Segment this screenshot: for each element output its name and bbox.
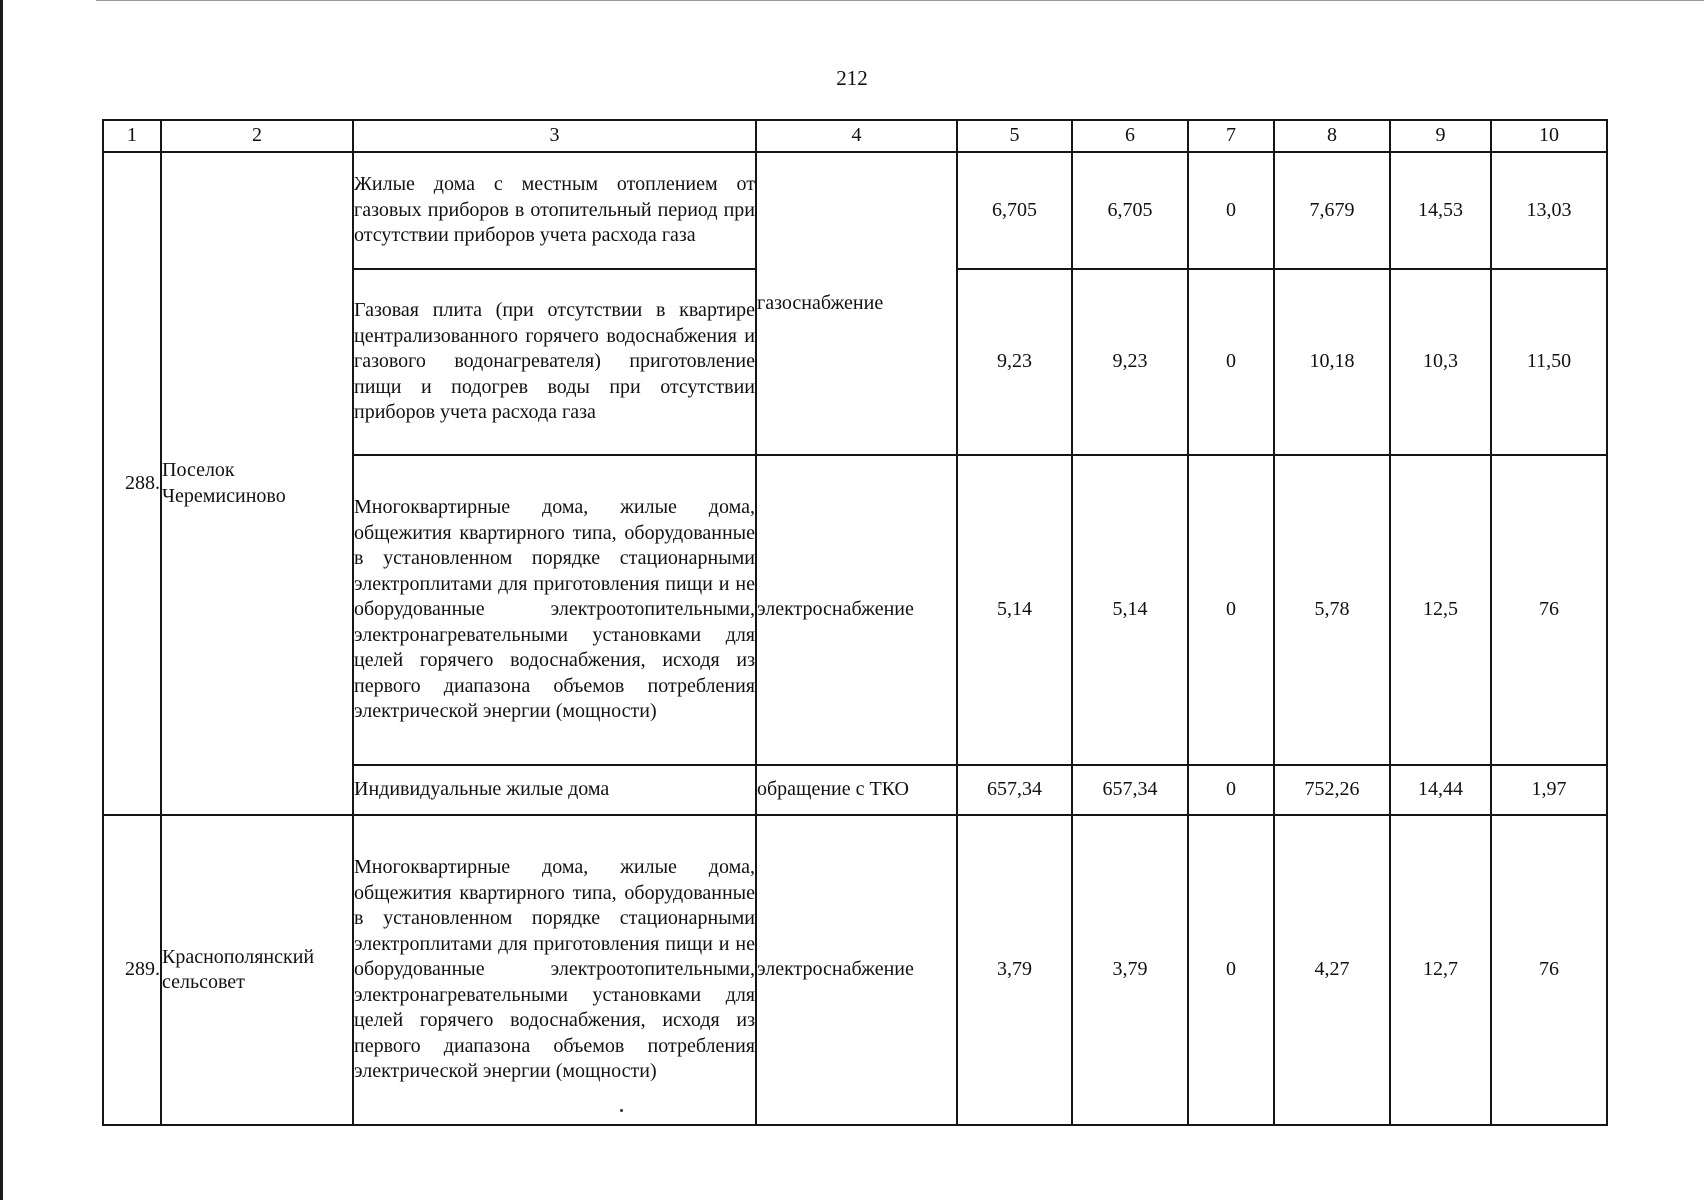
value-col-10: 76 (1491, 455, 1607, 765)
housing-description (353, 815, 756, 1125)
housing-description (353, 269, 756, 455)
housing-description (353, 455, 756, 765)
value-col-10: 1,97 (1491, 765, 1607, 815)
value-col-9: 12,5 (1390, 455, 1491, 765)
value-col-7: 0 (1188, 455, 1274, 765)
row-number: 289. (103, 815, 161, 1125)
utility-type: газоснабжение (756, 152, 957, 455)
column-header-8: 8 (1274, 120, 1390, 152)
housing-description-text: Газовая плита (при отсутствии в квартире централизованного горячего водоснабжения и газового водонагревателя) приготовление пищи и подогрев воды при отсутствии приборов учета расхода газа (354, 299, 755, 424)
table-row (103, 152, 1607, 269)
value-col-10: 13,03 (1491, 152, 1607, 269)
utility-type: обращение с ТКО (756, 765, 957, 815)
value-col-9: 10,3 (1390, 269, 1491, 455)
housing-description-text: Жилые дома с местным отоплением от газовых приборов в отопительный период при отсутствии приборов учета расхода газа (354, 173, 755, 247)
housing-description (353, 152, 756, 269)
column-header-9: 9 (1390, 120, 1491, 152)
value-col-6: 657,34 (1072, 765, 1188, 815)
housing-description-text: Многоквартирные дома, жилые дома, общежития квартирного типа, оборудованные в установленном порядке стационарными электроплитами для приготовления пищи и не оборудованные электроотопительными, электронагревательными установками для целей горячего водоснабжения, исходя из первого диапазона объемов потребления электрической энергии (мощности) (354, 856, 755, 1083)
value-col-6: 5,14 (1072, 455, 1188, 765)
housing-description-text: Индивидуальные жилые дома (354, 778, 610, 801)
value-col-7: 0 (1188, 815, 1274, 1125)
column-header-1: 1 (103, 120, 161, 152)
row-number: 288. (103, 152, 161, 815)
value-col-6: 3,79 (1072, 815, 1188, 1125)
column-header-6: 6 (1072, 120, 1188, 152)
value-col-5: 3,79 (957, 815, 1072, 1125)
value-col-8: 5,78 (1274, 455, 1390, 765)
scan-edge-left (0, 0, 3, 1200)
settlement-name: Поселок Черемисиново (161, 152, 353, 815)
value-col-8: 752,26 (1274, 765, 1390, 815)
housing-description-text: Многоквартирные дома, жилые дома, общежития квартирного типа, оборудованные в установленном порядке стационарными электроплитами для приготовления пищи и не оборудованные электроотопительными, электронагревательными установками для целей горячего водоснабжения, исходя из первого диапазона объемов потребления электрической энергии (мощности) (354, 496, 755, 723)
utility-type: электроснабжение (756, 815, 957, 1125)
column-header-3: 3 (353, 120, 756, 152)
value-col-10: 11,50 (1491, 269, 1607, 455)
value-col-5: 6,705 (957, 152, 1072, 269)
utility-type: электроснабжение (756, 455, 957, 765)
value-col-7: 0 (1188, 269, 1274, 455)
value-col-8: 10,18 (1274, 269, 1390, 455)
table-row (103, 815, 1607, 1125)
value-col-6: 9,23 (1072, 269, 1188, 455)
value-col-9: 14,44 (1390, 765, 1491, 815)
column-header-7: 7 (1188, 120, 1274, 152)
page-number: 212 (836, 66, 868, 90)
value-col-6: 6,705 (1072, 152, 1188, 269)
column-number-row (103, 120, 1607, 152)
column-header-4: 4 (756, 120, 957, 152)
value-col-8: 7,679 (1274, 152, 1390, 269)
value-col-8: 4,27 (1274, 815, 1390, 1125)
column-header-2: 2 (161, 120, 353, 152)
column-header-5: 5 (957, 120, 1072, 152)
value-col-9: 12,7 (1390, 815, 1491, 1125)
tariff-norms-table (102, 119, 1608, 1126)
value-col-10: 76 (1491, 815, 1607, 1125)
value-col-5: 9,23 (957, 269, 1072, 455)
value-col-5: 5,14 (957, 455, 1072, 765)
settlement-name: Краснополянский сельсовет (161, 815, 353, 1125)
value-col-5: 657,34 (957, 765, 1072, 815)
value-col-7: 0 (1188, 152, 1274, 269)
housing-description (353, 765, 756, 815)
scan-edge-top (96, 0, 1704, 1)
column-header-10: 10 (1491, 120, 1607, 152)
value-col-9: 14,53 (1390, 152, 1491, 269)
scan-speck (620, 1109, 623, 1112)
value-col-7: 0 (1188, 765, 1274, 815)
